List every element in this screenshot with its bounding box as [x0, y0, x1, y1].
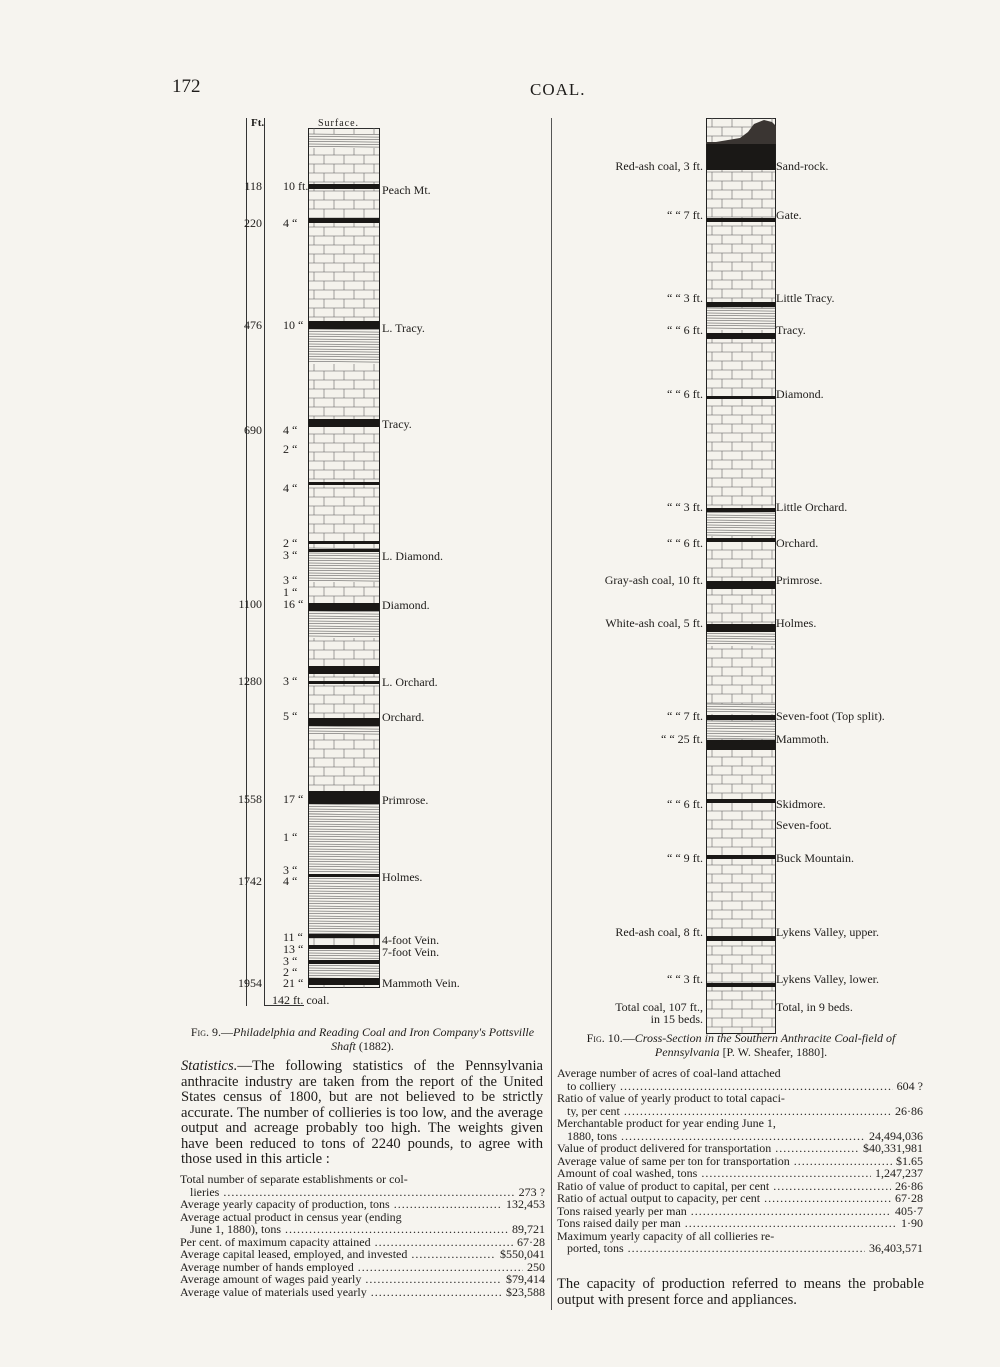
fig10-left-label: White-ash coal, 5 ft.	[605, 616, 703, 630]
fig10-left-label: Red-ash coal, 8 ft.	[615, 925, 703, 939]
fig9-thickness-label: 4 “	[283, 216, 298, 230]
stat-row-label-line2: 1880, tons .....	[557, 1130, 865, 1143]
stat-row	[180, 1286, 545, 1299]
stat-row-value: 24,494,036	[869, 1128, 923, 1143]
stat-row-value: 89,721	[512, 1222, 545, 1236]
fig9-unit-label: Tracy.	[382, 417, 412, 431]
page-number: 172	[172, 76, 201, 97]
coal-seam	[309, 549, 380, 552]
fig9-caption-suffix: (1882).	[355, 1039, 394, 1053]
coal-seam	[707, 624, 776, 632]
fig9-unit-label: L. Diamond.	[382, 549, 443, 563]
stat-row-label: Average number of hands employed .....	[180, 1261, 523, 1274]
stat-row-label-line2: ported, tons .....	[557, 1242, 865, 1255]
stat-row	[180, 1198, 545, 1211]
fig10-right-label: Lykens Valley, upper.	[776, 925, 879, 939]
fig9-thickness-label: 2 “	[283, 536, 298, 550]
stat-row	[180, 1248, 545, 1261]
fig9-thickness-label: 3 “	[283, 954, 298, 968]
stat-row	[180, 1273, 545, 1286]
stat-row	[180, 1186, 545, 1199]
stat-row-label: Average amount of wages paid yearly .....	[180, 1273, 502, 1286]
fig10-right-label: Lykens Valley, lower.	[776, 972, 879, 986]
fig9-unit-label: L. Orchard.	[382, 675, 438, 689]
stat-row-label-line1: Average actual product in census year (ending	[180, 1209, 402, 1224]
fig9-thickness-label: 1 “	[283, 830, 298, 844]
coal-seam	[707, 936, 776, 941]
fig9-unit-label: Diamond.	[382, 598, 430, 612]
coal-seam	[707, 144, 776, 170]
coal-seam	[309, 681, 380, 684]
fig9-unit-label: 4-foot Vein.	[382, 933, 440, 947]
stat-row-label: Average capital leased, employed, and invested .....	[180, 1248, 496, 1261]
stat-row-value: 67·28	[517, 1234, 545, 1249]
fig9-unit-label: Primrose.	[382, 793, 429, 807]
stat-row-value: $1.65	[896, 1153, 923, 1168]
fig9-thickness-label: 13 “	[283, 942, 304, 956]
fig10-right-label: Diamond.	[776, 387, 824, 401]
stat-row-label-line2: lieries .....	[180, 1186, 515, 1199]
fig10-right-label: Little Tracy.	[776, 291, 835, 305]
fig9-depth-label: 220	[244, 216, 262, 230]
stat-row	[557, 1180, 923, 1193]
coal-seam	[309, 945, 380, 949]
fig10-right-label: Little Orchard.	[776, 500, 848, 514]
fig10-right-label: Sand-rock.	[776, 159, 829, 173]
stat-row-label: Ratio of value of product to capital, per cent .....	[557, 1180, 891, 1193]
fig10-left-label: “ “ 9 ft.	[667, 851, 703, 865]
coal-seam	[707, 740, 776, 750]
fig10-section-column	[706, 118, 776, 1034]
fig9-depth-label: 1742	[238, 874, 262, 888]
coal-seam	[309, 184, 380, 189]
stat-row-label-line1: Maximum yearly capacity of all collieries re-	[557, 1228, 775, 1243]
stat-row	[557, 1217, 923, 1230]
coal-seam	[707, 715, 776, 720]
fig9-thickness-label: 10 “	[283, 318, 304, 332]
fig9-thickness-label: 4 “	[283, 423, 298, 437]
stat-row	[180, 1236, 545, 1249]
fig10-right-label: Primrose.	[776, 573, 823, 587]
stat-row-label: Average yearly capacity of production, tons .....	[180, 1198, 502, 1211]
fig9-left-rule	[246, 118, 247, 1006]
fig9-depth-label: 1954	[238, 976, 262, 990]
fig10-right-label: Seven-foot (Top split).	[776, 709, 885, 723]
column-divider	[551, 118, 552, 1310]
coal-seam	[707, 855, 776, 859]
fig9-thickness-label: 4 “	[283, 481, 298, 495]
fig10-right-label: Holmes.	[776, 616, 817, 630]
stat-row-label-line1: Average number of acres of coal-land attached	[557, 1066, 781, 1080]
coal-seam	[309, 934, 380, 938]
stat-row-value: 273 ?	[518, 1184, 545, 1199]
fig10-left-label: “ “ 3 ft.	[667, 972, 703, 986]
coal-seam	[309, 978, 380, 985]
stat-row-label-line1: Merchantable product for year ending June 1,	[557, 1116, 776, 1130]
stat-row-label-line1: Total number of separate establishments or col-	[180, 1172, 408, 1186]
stat-row	[557, 1242, 923, 1255]
stat-row-value: 132,453	[506, 1197, 545, 1211]
statistics-text: —The following statistics of the Pennsylvania anthracite industry are taken from the report of the United States census of 1800, but are not believed to be strictly accurate. The number of collieries is too low, and the average output and acreage probably too high. The weights given have been reduced to tons of 2240 pounds, to agree with those used in this article :	[181, 1058, 543, 1167]
stat-row-value: 1,247,237	[875, 1166, 923, 1180]
coal-seam	[309, 718, 380, 726]
stat-row	[557, 1155, 923, 1168]
fig10-left-label: “ “ 7 ft.	[667, 709, 703, 723]
fig9-thickness-label: 16 “	[283, 597, 304, 611]
fig9-depth-rule	[264, 118, 265, 1006]
fig10-right-label: Total, in 9 beds.	[776, 1000, 853, 1014]
fig10-caption-suffix: [P. W. Sheafer, 1880].	[719, 1045, 828, 1059]
stat-row-label: Tons raised daily per man .....	[557, 1217, 897, 1230]
fig9-thickness-label: 3 “	[283, 548, 298, 562]
fig9-depth-label: 476	[244, 318, 262, 332]
stat-row	[557, 1105, 923, 1118]
stat-row-label: Tons raised yearly per man .....	[557, 1205, 891, 1218]
stat-row-label-line1: Ratio of value of yearly product to total capaci-	[557, 1091, 785, 1105]
coal-seam	[707, 396, 776, 399]
stat-row-value: 26·86	[895, 1178, 923, 1193]
coal-seam	[309, 666, 380, 674]
fig9-total: 142 ft. coal.	[272, 993, 330, 1007]
fig10-right-label: Seven-foot.	[776, 818, 832, 832]
fig9-depth-label: 1280	[238, 674, 262, 688]
fig10-right-label: Tracy.	[776, 323, 806, 337]
running-head: COAL.	[530, 80, 586, 99]
stat-row-value: 250	[527, 1259, 545, 1274]
coal-seam	[309, 874, 380, 877]
stat-row-label: Ratio of actual output to capacity, per cent .....	[557, 1192, 891, 1205]
stat-row-label: Amount of coal washed, tons .....	[557, 1167, 871, 1180]
stat-row-value: $23,588	[506, 1284, 545, 1299]
fig9-ft-header: Ft.	[251, 117, 265, 129]
coal-seam	[707, 218, 776, 222]
coal-seam	[309, 419, 380, 427]
fig10-left-label: “ “ 25 ft.	[661, 732, 703, 746]
fig9-unit-label: Holmes.	[382, 870, 423, 884]
fig9-thickness-label: 2 “	[283, 965, 298, 979]
stat-row-value: $40,331,981	[863, 1141, 923, 1155]
stat-row	[557, 1167, 923, 1180]
fig9-unit-label: Orchard.	[382, 710, 425, 724]
coal-seam	[309, 321, 380, 329]
stat-row-value: 604 ?	[896, 1078, 923, 1093]
fig9-thickness-label: 1 “	[283, 585, 298, 599]
fig9-unit-label: L. Tracy.	[382, 321, 425, 335]
fig9-unit-label: Mammoth Vein.	[382, 976, 460, 990]
fig10-left-label: “ “ 7 ft.	[667, 208, 703, 222]
fig10-left-label: in 15 beds.	[650, 1012, 703, 1026]
coal-seam	[309, 218, 380, 223]
stat-row-label-line2: June 1, 1880), tons .....	[180, 1223, 508, 1236]
fig9-thickness-label: 11 “	[283, 930, 303, 944]
fig10-left-label: “ “ 6 ft.	[667, 387, 703, 401]
stat-row-label: Average value of materials used yearly .....	[180, 1286, 502, 1299]
fig9-surface-label: Surface.	[318, 118, 360, 129]
fig9-unit-label: 7-foot Vein.	[382, 945, 440, 959]
fig9-thickness-label: 17 “	[283, 792, 304, 806]
fig10-caption-title: Cross-Section in the Southern Anthracite Coal-field of Pennsylvania	[634, 1031, 896, 1059]
stat-row-value: 67·28	[895, 1191, 923, 1205]
fig9-caption	[180, 1025, 545, 1053]
fig9-depth-label: 1100	[238, 597, 262, 611]
statistics-lead: Statistics.	[181, 1058, 238, 1074]
fig10-right-label: Orchard.	[776, 536, 819, 550]
stat-row	[180, 1223, 545, 1236]
fig9-thickness-label: 5 “	[283, 709, 298, 723]
fig9-thickness-label: 21 “	[283, 976, 304, 990]
fig9-unit-label: Peach Mt.	[382, 183, 431, 197]
fig10-left-label: Red-ash coal, 3 ft.	[615, 159, 703, 173]
fig9-thickness-label: 3 “	[283, 573, 298, 587]
coal-seam	[707, 799, 776, 803]
fig10-right-label: Mammoth.	[776, 732, 829, 746]
fig9-caption-title: Philadelphia and Reading Coal and Iron Company's Pottsville Shaft	[233, 1025, 535, 1053]
fig9-thickness-label: 4 “	[283, 874, 298, 888]
fig9-caption-prefix: Fig. 9.—	[190, 1025, 233, 1039]
coal-seam	[309, 541, 380, 544]
coal-seam	[707, 302, 776, 307]
statistics-table-right	[557, 1067, 923, 1255]
fig9-depth-label: 1558	[238, 792, 262, 806]
fig10-right-label: Skidmore.	[776, 797, 826, 811]
coal-seam	[707, 508, 776, 512]
stat-row	[557, 1205, 923, 1218]
coal-seam	[309, 482, 380, 485]
capacity-note: The capacity of production referred to means the probable output with present force and appliances.	[557, 1276, 924, 1308]
fig10-left-label: Gray-ash coal, 10 ft.	[604, 573, 703, 587]
stat-row	[180, 1261, 545, 1274]
stat-row-value: 1·90	[901, 1216, 923, 1230]
stat-row	[557, 1080, 923, 1093]
coal-seam	[309, 603, 380, 611]
stat-row	[557, 1192, 923, 1205]
stat-row-label-line2: to colliery .....	[557, 1080, 893, 1093]
stat-row-value: 405·7	[895, 1203, 923, 1218]
fig10-caption	[556, 1031, 926, 1059]
stat-row-label: Average value of same per ton for transportation .....	[557, 1155, 892, 1168]
stat-row-label-line2: ty, per cent .....	[557, 1105, 891, 1118]
column-outline	[707, 119, 776, 1034]
fig10-right-label: Gate.	[776, 208, 802, 222]
statistics-paragraph	[181, 1059, 543, 1168]
fig10-caption-prefix: Fig. 10.—	[586, 1031, 635, 1045]
fig10-left-label: “ “ 6 ft.	[667, 323, 703, 337]
stat-row-label: Per cent. of maximum capacity attained .....	[180, 1236, 513, 1249]
stat-row-value: 26·86	[895, 1103, 923, 1118]
shale-band	[309, 134, 379, 148]
statistics-table-left	[180, 1173, 545, 1298]
fig10-left-label: Total coal, 107 ft.,	[615, 1000, 703, 1014]
stat-row-value: $550,041	[500, 1247, 545, 1261]
shale-band	[309, 726, 379, 734]
stat-row-value: $79,414	[506, 1272, 545, 1286]
coal-seam	[707, 581, 776, 589]
fig9-thickness-label: 2 “	[283, 442, 298, 456]
fig9-depth-label: 118	[244, 179, 262, 193]
fig10-left-label: “ “ 6 ft.	[667, 536, 703, 550]
fig9-thickness-label: 3 “	[283, 863, 298, 877]
stat-row	[557, 1142, 923, 1155]
coal-seam	[309, 791, 380, 804]
coal-seam	[707, 538, 776, 542]
stat-row-value: 36,403,571	[869, 1241, 923, 1255]
fig10-left-label: “ “ 3 ft.	[667, 500, 703, 514]
fig9-section-column	[308, 128, 380, 988]
fig10-left-label: “ “ 6 ft.	[667, 797, 703, 811]
shale-band	[707, 308, 775, 330]
fig10-right-label: Buck Mountain.	[776, 851, 854, 865]
coal-seam	[309, 960, 380, 964]
stat-row-label: Value of product delivered for transportation .....	[557, 1142, 859, 1155]
fig9-depth-label: 690	[244, 423, 262, 437]
fig9-thickness-label: 3 “	[283, 674, 298, 688]
fig10-left-label: “ “ 3 ft.	[667, 291, 703, 305]
coal-seam	[707, 333, 776, 339]
fig9-thickness-label: 10 ft.	[283, 179, 309, 193]
coal-seam	[707, 983, 776, 987]
